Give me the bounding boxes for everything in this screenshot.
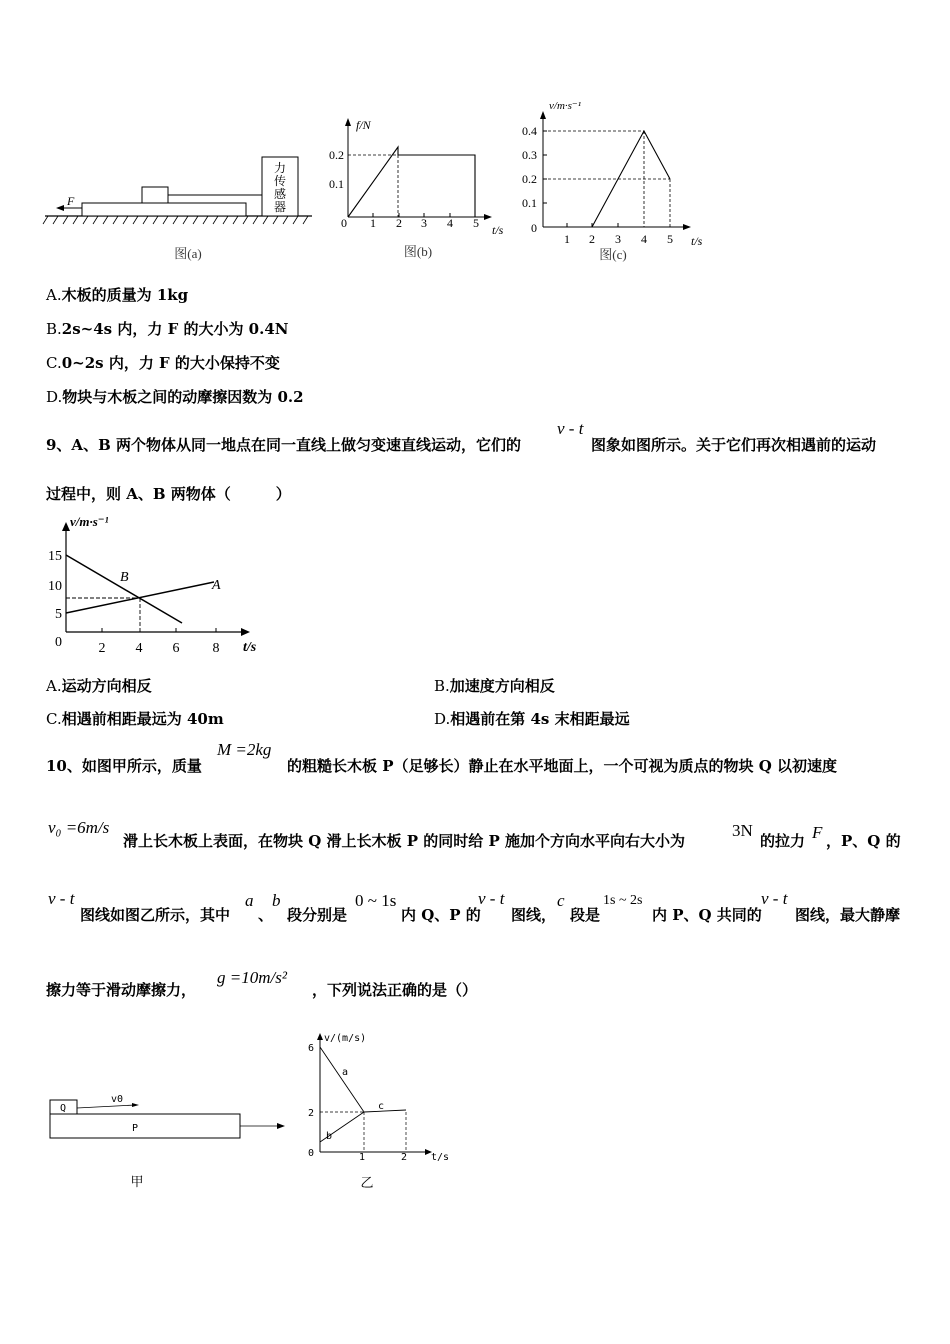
ytick-c-02: 0.2 bbox=[522, 172, 537, 186]
q9-text-2: 图象如图所示。关于它们再次相遇前的运动 bbox=[591, 436, 877, 454]
q10-gravity: g =10m/s² bbox=[217, 968, 287, 987]
caption-jia: 甲 bbox=[130, 1174, 144, 1189]
yi-label-c: c bbox=[378, 1101, 385, 1112]
q10-mass: M =2kg bbox=[217, 740, 272, 759]
yi-line-c bbox=[364, 1110, 406, 1112]
q9-ytick-5: 5 bbox=[55, 607, 62, 622]
q10-range-2: 1s ~ 2s bbox=[603, 893, 643, 908]
figure-a bbox=[40, 150, 320, 265]
q10-F-symbol: F bbox=[812, 823, 823, 842]
xtick-b-3: 3 bbox=[421, 216, 427, 230]
figure-b bbox=[320, 110, 520, 265]
xtick-c-3: 3 bbox=[615, 232, 621, 246]
q10-line1-b: 的粗糙长木板 P（足够长）静止在水平地面上，一个可视为质点的物块 Q 以初速度 bbox=[287, 757, 838, 775]
q10-line2-c: ，P、Q 的 bbox=[826, 832, 901, 850]
plank-P bbox=[50, 1114, 240, 1138]
q10-force-value: 3N bbox=[732, 821, 753, 840]
q9-xtick-6: 6 bbox=[172, 641, 180, 656]
xtick-c-1: 1 bbox=[564, 232, 570, 246]
q10-line3-e: 段是 bbox=[570, 906, 601, 924]
q10-vt-3: v - t bbox=[761, 889, 788, 908]
force-label: F bbox=[67, 194, 75, 208]
q10-line3-b: 段分别是 bbox=[287, 906, 348, 924]
caption-a: 图(a) bbox=[174, 246, 202, 261]
q8-option-d: D.物块与木板之间的动摩擦因数为 0.2 bbox=[46, 388, 304, 406]
ylabel-b: f/N bbox=[356, 118, 371, 132]
q9-ytick-15: 15 bbox=[48, 549, 62, 564]
ytick-b-02: 0.2 bbox=[329, 148, 344, 162]
xtick-c-2: 2 bbox=[589, 232, 595, 246]
xtick-c-5: 5 bbox=[667, 232, 673, 246]
q9-ylabel: v/m·s⁻¹ bbox=[70, 514, 109, 529]
q10-sep: 、 bbox=[258, 906, 274, 924]
sensor-label-4: 器 bbox=[273, 200, 287, 214]
q10-line3-d: 图线， bbox=[511, 906, 557, 924]
q9-xtick-8: 8 bbox=[212, 641, 220, 656]
q10-figure-yi bbox=[300, 1025, 470, 1195]
xtick-b-2: 2 bbox=[396, 216, 402, 230]
xtick-b-4: 4 bbox=[447, 216, 453, 230]
q10-line3-f: 内 P、Q 共同的 bbox=[652, 906, 762, 924]
q9-vt-graph bbox=[44, 510, 274, 660]
q9-text-3: 过程中，则 A、B 两物体（ ） bbox=[46, 485, 291, 503]
sensor-label-1: 力 bbox=[273, 161, 287, 175]
label-P: P bbox=[131, 1123, 139, 1134]
label-v0: v0 bbox=[111, 1094, 124, 1105]
q10-line3-a: 图线如图乙所示，其中 bbox=[80, 906, 231, 924]
q9-option-b: B.加速度方向相反 bbox=[434, 677, 555, 695]
caption-yi: 乙 bbox=[360, 1175, 374, 1190]
q9-text-1: 9、A、B 两个物体从同一地点在同一直线上做匀变速直线运动，它们的 bbox=[46, 436, 521, 454]
ytick-c-03: 0.3 bbox=[522, 148, 537, 162]
q9-option-c: C.相遇前相距最远为 40m bbox=[46, 710, 224, 728]
sensor-label-2: 传 bbox=[273, 174, 287, 188]
q10-line4-b: ，下列说法正确的是（） bbox=[312, 981, 478, 999]
xlabel-c: t/s bbox=[691, 234, 703, 248]
q10-vt-2: v - t bbox=[478, 889, 505, 908]
q9-xlabel: t/s bbox=[243, 640, 257, 655]
yi-xlabel: t/s bbox=[431, 1152, 450, 1163]
q10-v0: v₀ =6m/s bbox=[48, 818, 110, 837]
q9-option-a: A.运动方向相反 bbox=[46, 677, 152, 695]
yi-ytick-6: 6 bbox=[307, 1043, 314, 1054]
q9-ytick-10: 10 bbox=[48, 579, 62, 594]
yi-label-b: b bbox=[326, 1131, 333, 1142]
figure-c bbox=[515, 95, 715, 267]
q9-xtick-2: 2 bbox=[98, 641, 106, 656]
ylabel-c: v/m·s⁻¹ bbox=[549, 100, 582, 112]
yi-label-a: a bbox=[342, 1067, 349, 1078]
q10-vt-1: v - t bbox=[48, 889, 75, 908]
ytick-c-0: 0 bbox=[531, 221, 537, 235]
xtick-b-5: 5 bbox=[473, 216, 479, 230]
q9-line-B bbox=[66, 555, 182, 623]
q10-c-symbol: c bbox=[557, 891, 565, 910]
friction-curve bbox=[348, 147, 475, 217]
ytick-c-04: 0.4 bbox=[522, 124, 537, 138]
yi-xtick-1: 1 bbox=[358, 1152, 366, 1163]
q10-line3-g: 图线，最大静摩 bbox=[795, 906, 901, 924]
q10-line3-c: 内 Q、P 的 bbox=[401, 906, 481, 924]
block bbox=[142, 187, 168, 203]
yi-ytick-0: 0 bbox=[307, 1148, 314, 1159]
q10-line4-a: 擦力等于滑动摩擦力， bbox=[46, 981, 197, 999]
q9-option-d: D.相遇前在第 4s 末相距最远 bbox=[434, 710, 630, 728]
yi-ytick-2: 2 bbox=[307, 1108, 314, 1119]
yi-line-a bbox=[320, 1047, 364, 1112]
q8-option-b: B.2s~4s 内，力 F 的大小为 0.4N bbox=[46, 320, 289, 338]
q8-option-c: C.0~2s 内，力 F 的大小保持不变 bbox=[46, 354, 280, 372]
xtick-c-4: 4 bbox=[641, 232, 647, 246]
xtick-b-0: 0 bbox=[341, 216, 347, 230]
q9-line-A bbox=[66, 582, 214, 613]
label-Q: Q bbox=[59, 1103, 67, 1114]
q10-a-symbol: a bbox=[245, 891, 254, 910]
q10-range-1: 0 ~ 1s bbox=[355, 891, 397, 910]
q10-b-symbol: b bbox=[272, 891, 281, 910]
q10-line2-b: 的拉力 bbox=[760, 832, 806, 850]
q9-ytick-0: 0 bbox=[55, 635, 62, 650]
ytick-b-01: 0.1 bbox=[329, 177, 344, 191]
q9-label-A: A bbox=[212, 578, 221, 593]
q8-option-a: A.木板的质量为 1kg bbox=[46, 286, 189, 304]
caption-b: 图(b) bbox=[403, 244, 433, 259]
q9-label-B: B bbox=[120, 570, 129, 585]
sensor-label-3: 感 bbox=[273, 187, 287, 201]
board bbox=[82, 203, 246, 216]
xtick-b-1: 1 bbox=[370, 216, 376, 230]
yi-ylabel: v/(m/s) bbox=[324, 1033, 367, 1044]
q9-xtick-4: 4 bbox=[135, 641, 143, 656]
q10-line1-a: 10、如图甲所示，质量 bbox=[46, 757, 202, 775]
q9-vt-symbol: v - t bbox=[557, 419, 584, 438]
q10-line2-a: 滑上长木板上表面，在物块 Q 滑上长木板 P 的同时给 P 施加个方向水平向右大小为 bbox=[123, 832, 685, 850]
q10-figure-jia bbox=[40, 1088, 300, 1198]
xlabel-b: t/s bbox=[492, 223, 504, 237]
ytick-c-01: 0.1 bbox=[522, 196, 537, 210]
yi-xtick-2: 2 bbox=[400, 1152, 408, 1163]
caption-c: 图(c) bbox=[599, 247, 627, 262]
